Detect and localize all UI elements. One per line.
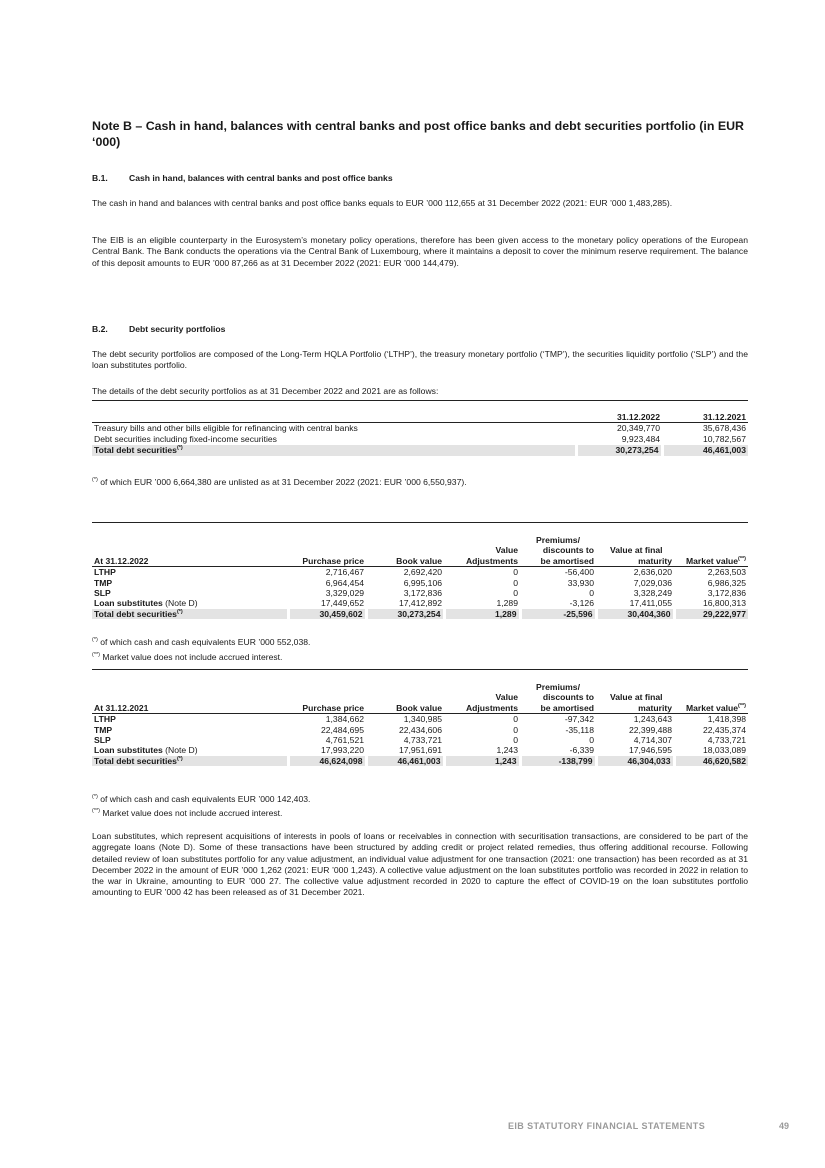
header-premiums: Premiums/ (536, 535, 580, 545)
header-premiums: be amortised (520, 556, 596, 567)
row-label: TMP (94, 724, 113, 735)
cell-book: 30,273,254 (366, 609, 444, 619)
cell-market: 3,172,836 (707, 588, 746, 599)
cell-final: 30,404,360 (596, 609, 674, 619)
cell-final: 7,029,036 (633, 577, 672, 588)
section-number: B.2. (92, 324, 108, 334)
row-label: Total debt securities(*) (92, 756, 288, 766)
header-premiums: discounts to (542, 692, 594, 703)
section-title: Debt security portfolios (129, 324, 226, 334)
header-purchase: Purchase price (288, 703, 366, 714)
page-number: 49 (779, 1121, 790, 1131)
cell-adj: 1,243 (496, 745, 518, 756)
summary-table (92, 400, 748, 456)
b1-paragraph-2: The EIB is an eligible counterparty in the Eurosystem’s monetary policy operations, therefore has been given access to the monetary policy operations of the European Central Bank. The Bank conducts the operations via the Central Bank of Luxembourg, where it maintains a deposit to cover the minimum reserve requirement. The balance of this deposit amounts to EUR ’000 87,266 as at 31 December 2022 (2021: EUR ’000 144,479). (92, 235, 748, 268)
cell-2022: 9,923,484 (621, 433, 660, 444)
cell-prem: 0 (589, 588, 594, 599)
total-row (92, 756, 748, 766)
cell-market: 2,263,503 (707, 567, 746, 578)
header-final: maturity (596, 703, 674, 714)
cell-market: 6,986,325 (707, 577, 746, 588)
cell-prem: -138,799 (520, 756, 596, 766)
row-label: Treasury bills and other bills eligible for refinancing with central banks (94, 423, 358, 434)
section-b1-heading (92, 173, 393, 183)
summary-footnote: (*) of which EUR ’000 6,664,380 are unlisted as at 31 December 2022 (2021: EUR ’000 6,550,937). (92, 477, 467, 487)
cell-purchase: 1,384,662 (325, 714, 364, 725)
section-title: Cash in hand, balances with central banks and post office banks (129, 173, 393, 183)
cell-book: 1,340,985 (403, 714, 442, 725)
cell-adj: 0 (513, 714, 518, 725)
cell-market: 18,033,089 (702, 745, 746, 756)
cell-final: 22,399,488 (628, 724, 672, 735)
cell-prem: -3,126 (569, 598, 594, 609)
cell-adj: 0 (513, 735, 518, 746)
total-row (92, 445, 748, 456)
summary-header-2022: 31.12.2022 (576, 401, 662, 423)
cell-2021: 46,461,003 (662, 445, 748, 456)
cell-book: 3,172,836 (403, 588, 442, 599)
cell-purchase: 2,716,467 (325, 567, 364, 578)
b2-paragraph-1: The debt security portfolios are composed of the Long-Term HQLA Portfolio (‘LTHP’), the treasury monetary portfolio (‘TMP’), the securities liquidity portfolio (‘SLP’) and the loan substitutes portfolio. (92, 349, 748, 371)
section-b2-heading (92, 324, 225, 334)
cell-prem: 33,930 (567, 577, 594, 588)
header-final: maturity (596, 556, 674, 567)
cell-book: 17,412,892 (398, 598, 442, 609)
row-label: SLP (94, 588, 111, 599)
cell-prem: -25,596 (520, 609, 596, 619)
cell-final: 1,243,643 (633, 714, 672, 725)
table-row (92, 434, 748, 445)
row-label: Total debt securities(*) (92, 445, 576, 456)
header-premiums: discounts to (542, 545, 594, 556)
cell-prem: -35,118 (565, 724, 594, 735)
header-value-adj: Value (495, 692, 518, 703)
cell-2022: 20,349,770 (616, 423, 660, 434)
cell-final: 46,304,033 (596, 756, 674, 766)
table-row (92, 567, 748, 578)
header-book: Book value (366, 556, 444, 567)
table-heading: At 31.12.2022 (92, 556, 288, 567)
header-premiums: Premiums/ (536, 682, 580, 692)
cell-book: 6,995,106 (403, 577, 442, 588)
header-market: Market value(**) (674, 703, 748, 714)
cell-final: 17,946,595 (628, 745, 672, 756)
cell-prem: -97,342 (564, 714, 594, 725)
table-row (92, 725, 748, 735)
note-title: Note B – Cash in hand, balances with central banks and post office banks and debt securities portfolio (in EUR ‘000) (92, 119, 744, 149)
cell-prem: 0 (589, 735, 594, 746)
row-label: Loan substitutes (Note D) (94, 745, 198, 756)
cell-book: 22,434,606 (398, 724, 442, 735)
footer-label: EIB STATUTORY FINANCIAL STATEMENTS (508, 1121, 706, 1131)
cell-purchase: 22,484,695 (320, 724, 364, 735)
header-market: Market value(**) (674, 556, 748, 567)
section-number: B.1. (92, 173, 108, 183)
table-row (92, 735, 748, 745)
table-row (92, 423, 748, 434)
cell-2021: 35,678,436 (702, 423, 746, 434)
row-label: Total debt securities(*) (92, 609, 288, 619)
header-book: Book value (366, 703, 444, 714)
cell-prem: -6,339 (569, 745, 594, 756)
cell-2021: 10,782,567 (702, 433, 746, 444)
cell-market: 29,222,977 (674, 609, 748, 619)
cell-market: 1,418,398 (707, 714, 746, 725)
cell-book: 4,733,721 (403, 735, 442, 746)
cell-market: 46,620,582 (674, 756, 748, 766)
cell-adj: 0 (513, 588, 518, 599)
cell-adj: 1,243 (444, 756, 520, 766)
cell-market: 4,733,721 (707, 735, 746, 746)
cell-final: 4,714,307 (633, 735, 672, 746)
summary-header-2021: 31.12.2021 (662, 401, 748, 423)
table-heading: At 31.12.2021 (92, 703, 288, 714)
row-label: Debt securities including fixed-income securities (94, 433, 277, 444)
cell-market: 22,435,374 (702, 724, 746, 735)
cell-purchase: 30,459,602 (288, 609, 366, 619)
table-row (92, 598, 748, 608)
cell-purchase: 4,761,521 (325, 735, 364, 746)
table-2021-footnote-2: (**) Market value does not include accrued interest. (92, 808, 283, 818)
table-row (92, 714, 748, 725)
table-row (92, 745, 748, 755)
cell-prem: -56,400 (564, 567, 594, 578)
row-label: TMP (94, 577, 113, 588)
cell-book: 46,461,003 (366, 756, 444, 766)
header-purchase: Purchase price (288, 556, 366, 567)
table-2022-footnote-2: (**) Market value does not include accrued interest. (92, 652, 283, 662)
row-label: LTHP (94, 714, 116, 725)
summary-header-label (92, 401, 576, 423)
cell-final: 17,411,055 (629, 598, 672, 609)
table-2021 (92, 669, 748, 766)
closing-paragraph: Loan substitutes, which represent acquisitions of interests in pools of loans or receivables in connection with securitisation transactions, are considered to be part of the aggregate loans (Note D). Some of these transactions have been structured by adding credit or project related remedies, thus offering additional recourse. Following detailed review of loan substitutes portfolio for any value adjustment, an individual value adjustment for one transaction (2021: one transaction) has been recorded as at 31 December 2022 in the amount of EUR ’000 1,262 (2021: EUR ’000 1,243). A collective value adjustment on the loan substitutes portfolio was recorded in 2022 in relation to the war in Ukraine, amounting to EUR ’000 27. The collective value adjustment recorded in 2020 to capture the effect of COVID-19 on the loan substitutes portfolio amounting to EUR ’000 42 has been released as of 31 December 2021. (92, 831, 748, 898)
row-label: SLP (94, 735, 111, 746)
header-value-adj: Value (495, 545, 518, 556)
total-row (92, 609, 748, 619)
header-value-adj: Adjustments (444, 556, 520, 567)
cell-purchase: 3,329,029 (325, 588, 364, 599)
header-value-adj: Adjustments (444, 703, 520, 714)
header-final: Value at final (610, 545, 663, 556)
cell-2022: 30,273,254 (576, 445, 662, 456)
cell-adj: 0 (513, 577, 518, 588)
row-label: LTHP (94, 567, 116, 578)
table-2021-footnote-1: (*) of which cash and cash equivalents EUR ’000 142,403. (92, 794, 311, 804)
cell-purchase: 46,624,098 (288, 756, 366, 766)
cell-adj: 1,289 (496, 598, 518, 609)
table-2022-footnote-1: (*) of which cash and cash equivalents EUR ’000 552,038. (92, 637, 311, 647)
cell-book: 17,951,691 (398, 745, 442, 756)
table-2022 (92, 522, 748, 619)
header-final: Value at final (610, 692, 663, 703)
cell-purchase: 17,449,652 (320, 598, 364, 609)
cell-purchase: 6,964,454 (325, 577, 364, 588)
cell-purchase: 17,993,220 (320, 745, 364, 756)
row-label: Loan substitutes (Note D) (94, 598, 198, 609)
cell-market: 16,800,313 (702, 598, 746, 609)
b2-paragraph-2: The details of the debt security portfolios as at 31 December 2022 and 2021 are as follows: (92, 386, 439, 396)
cell-book: 2,692,420 (403, 567, 442, 578)
b1-paragraph-1: The cash in hand and balances with central banks and post office banks equals to EUR ’000 112,655 at 31 December 2022 (2021: EUR ’000 1,483,285). (92, 198, 673, 208)
table-row (92, 578, 748, 588)
cell-adj: 0 (513, 724, 518, 735)
table-row (92, 588, 748, 598)
cell-final: 2,636,020 (633, 567, 672, 578)
cell-adj: 1,289 (444, 609, 520, 619)
cell-final: 3,328,249 (633, 588, 672, 599)
cell-adj: 0 (513, 567, 518, 578)
header-premiums: be amortised (520, 703, 596, 714)
